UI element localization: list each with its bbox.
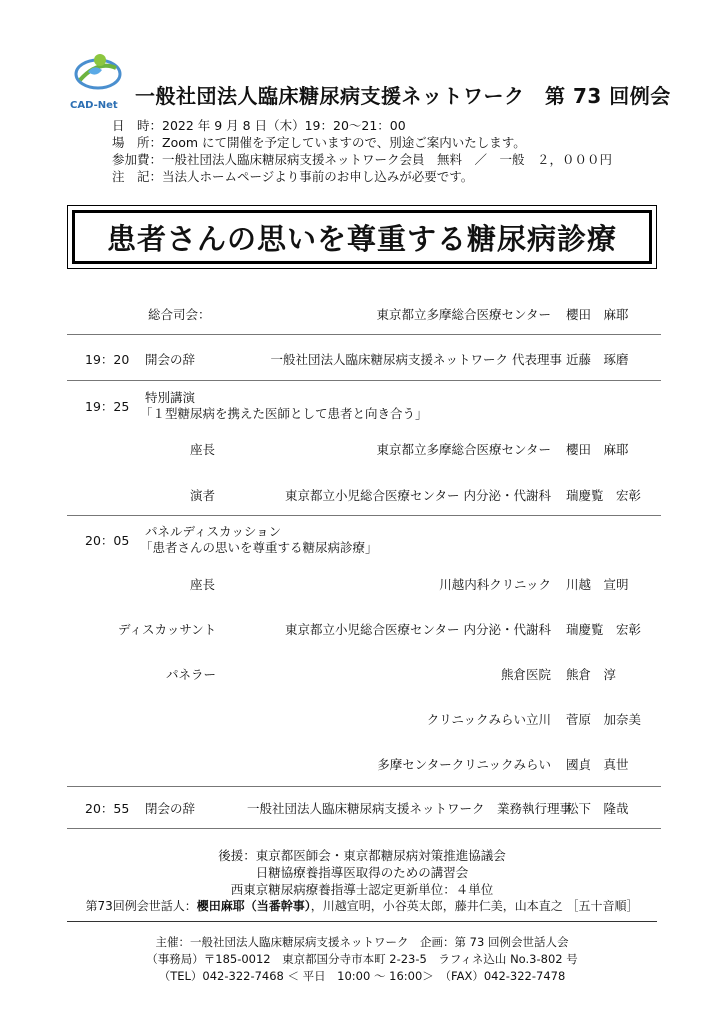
- mc-org: 東京都立多摩総合医療センター: [376, 307, 551, 322]
- opening-name: 近藤 琢磨: [566, 352, 629, 367]
- info-place: 場 所：Zoom にて開催を予定していますので、別途ご案内いたします。: [112, 135, 526, 150]
- panelist-name: 熊倉 淳: [566, 667, 617, 682]
- opening-org: 一般社団法人臨床糖尿病支援ネットワーク 代表理事: [270, 352, 562, 367]
- opening-time: 19：20: [85, 352, 130, 367]
- info-fee: 参加費：一般社団法人臨床糖尿病支援ネットワーク会員 無料 ／ 一般 ２，０００円: [112, 152, 613, 167]
- lecture-label: 特別講演: [145, 390, 196, 405]
- lecture-speaker-name: 瑞慶覧 宏彰: [566, 488, 642, 503]
- panelist-org: 多摩センタークリニックみらい: [377, 757, 551, 772]
- panel-topic: 「患者さんの思いを尊重する糖尿病診療」: [140, 540, 378, 555]
- panelist-name: 國貞 真世: [566, 757, 629, 772]
- divider: [67, 828, 661, 829]
- opening-label: 開会の辞: [145, 352, 196, 367]
- organizers-prefix: 第73回例会世話人：: [85, 899, 197, 913]
- footer-contact: （TEL）042-322-7468 ＜ 平日 10:00 〜 16:00＞ （FAX）042-322-7478: [158, 969, 566, 983]
- panel-label: パネルディスカッション: [145, 524, 282, 539]
- info-note: 注 記：当法人ホームページより事前のお申し込みが必要です。: [112, 169, 474, 184]
- divider: [67, 786, 661, 787]
- mc-label: 総合司会：: [148, 307, 211, 322]
- closing-name: 松下 隆哉: [566, 801, 629, 816]
- mc-name: 櫻田 麻耶: [566, 307, 629, 322]
- panelist-name: 菅原 加奈美: [566, 712, 642, 727]
- lecture-topic: 「１型糖尿病を携えた医師として患者と向き合う」: [140, 406, 428, 421]
- panelist-org: 熊倉医院: [500, 667, 551, 682]
- panel-discussant-label: ディスカッサント: [118, 622, 217, 637]
- support-line: 日糖協療養指導医取得のための講習会: [255, 865, 469, 880]
- panel-time: 20：05: [85, 533, 130, 548]
- footer-organizer: 主催：一般社団法人臨床糖尿病支援ネットワーク 企画：第 73 回例会世話人会: [155, 935, 569, 949]
- main-title: 患者さんの思いを尊重する糖尿病診療: [106, 221, 617, 256]
- logo-label: CAD-Net: [70, 100, 118, 111]
- panel-chair-org: 川越内科クリニック: [439, 577, 551, 592]
- info-date: 日 時：2022 年 9 月 8 日（木）19：20〜21：00: [112, 118, 406, 133]
- panel-discussant-name: 瑞慶覧 宏彰: [566, 622, 642, 637]
- event-title: 一般社団法人臨床糖尿病支援ネットワーク 第 73 回例会: [135, 84, 671, 108]
- divider: [67, 334, 661, 335]
- lecture-chair-name: 櫻田 麻耶: [566, 442, 629, 457]
- lecture-chair-org: 東京都立多摩総合医療センター: [376, 442, 551, 457]
- panel-chair-name: 川越 宣明: [566, 577, 629, 592]
- lecture-speaker-label: 演者: [190, 488, 216, 503]
- organizers-line: [0, 897, 724, 914]
- closing-org: 一般社団法人臨床糖尿病支援ネットワーク 業務執行理事: [246, 801, 572, 816]
- footer-address: （事務局）〒185-0012 東京都国分寺市本町 2-23-5 ラフィネ込山 No.3-802 号: [146, 952, 578, 966]
- lecture-speaker-org: 東京都立小児総合医療センター 内分泌・代謝科: [285, 488, 551, 503]
- panelist-label: パネラー: [166, 667, 217, 682]
- organizers-lead: 櫻田麻耶（当番幹事）: [196, 899, 311, 913]
- lecture-time: 19：25: [85, 399, 130, 414]
- panel-discussant-org: 東京都立小児総合医療センター 内分泌・代謝科: [285, 622, 551, 637]
- panel-chair-label: 座長: [190, 577, 216, 592]
- lecture-chair-label: 座長: [190, 442, 216, 457]
- closing-label: 閉会の辞: [145, 801, 196, 816]
- divider: [67, 380, 661, 381]
- panelist-org: クリニックみらい立川: [426, 712, 551, 727]
- organizers-rest: ，川越宣明，小谷英太郎，藤井仁美，山本直之 ［五十音順］: [310, 899, 639, 913]
- divider: [67, 921, 657, 922]
- support-line: 西東京糖尿病療養指導士認定更新単位：４単位: [230, 882, 494, 897]
- closing-time: 20：55: [85, 801, 130, 816]
- main-title-box: [67, 205, 657, 269]
- divider: [67, 515, 661, 516]
- support-line: 後援：東京都医師会・東京都糖尿病対策推進協議会: [218, 848, 506, 863]
